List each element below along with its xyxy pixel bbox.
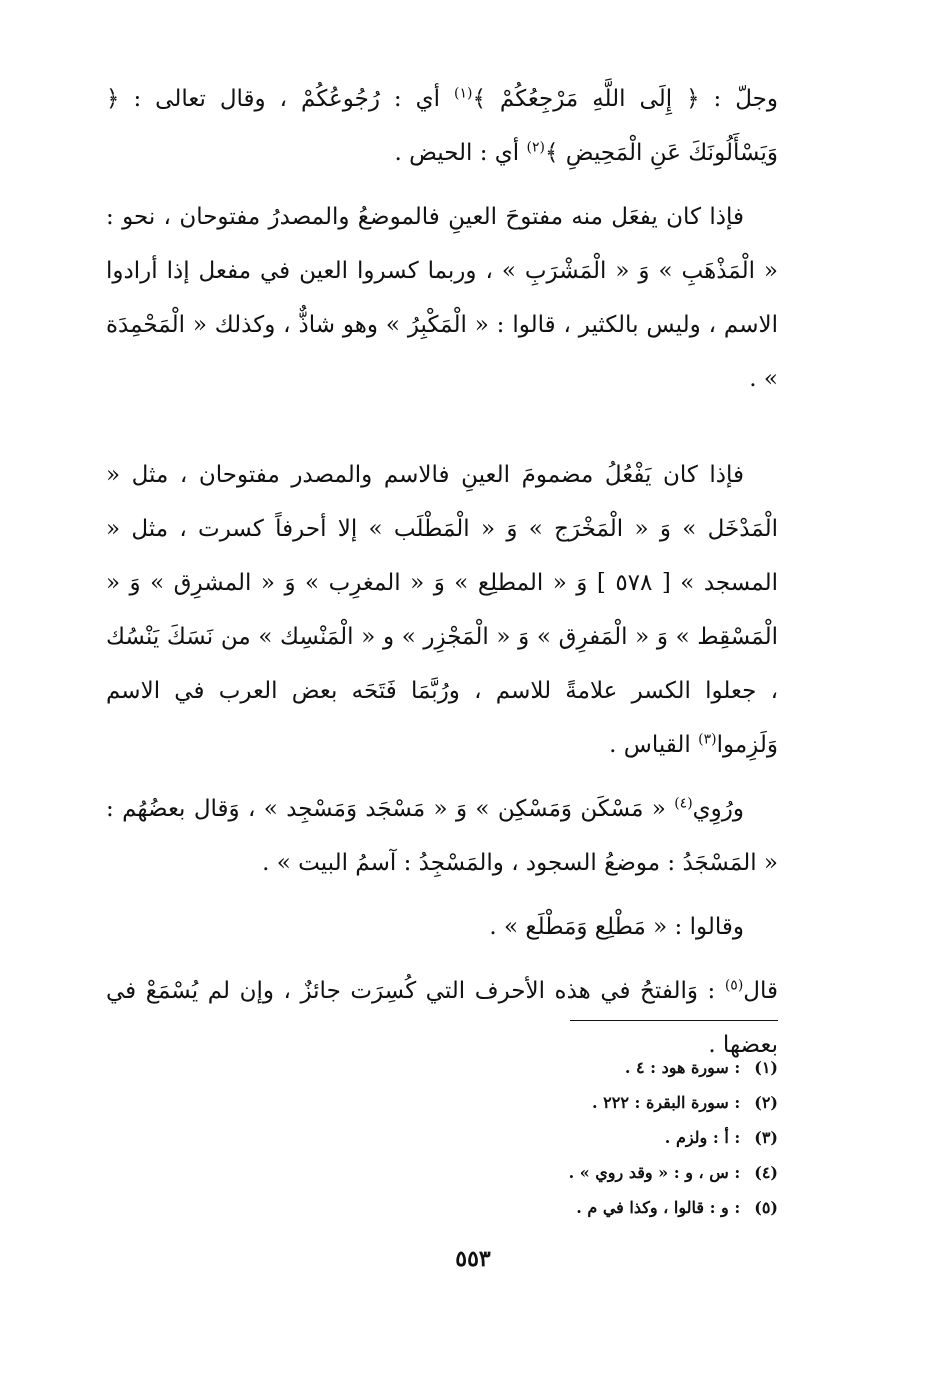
paragraph-5: وقالوا : « مَطْلِع وَمَطْلَع » . [489,914,744,940]
footnote-number: (٤) [754,1163,778,1182]
footnote-text: : سورة هود : ٤ . [624,1058,741,1077]
footnote-ref-4: (٤) [674,795,693,812]
footnotes [300,1050,778,1225]
footnote-3 [300,1120,778,1155]
footnote-text: : س ، و : « وقد روي » . [568,1163,741,1182]
p3-part-b: القياس . [609,732,699,758]
p6-part-a: قال [743,978,778,1004]
p1-part-c: أي : الحيض . [394,140,527,166]
footnote-text: : سورة البقرة : ٢٢٢ . [592,1093,741,1112]
p4-part-b: « مَسْكَن وَمَسْكِن » وَ « مَسْجَد وَمَسْجِد » ، وَقال بعضُهُم : « المَسْجَدُ : موضعُ السجود ، والمَسْجِدُ : آسمُ البيت » . [106,796,778,876]
footnote-2 [300,1085,778,1120]
footnote-4 [300,1155,778,1190]
footnote-ref-5: (٥) [724,977,744,994]
footnote-ref-2: (٢) [526,139,545,156]
paragraph-1 [106,72,778,180]
footnote-ref-3: (٣) [698,731,717,748]
p4-part-a: ورُوِي [692,796,744,822]
footnote-5 [300,1190,778,1225]
p3-part-a: فإذا كان يَفْعُلُ مضمومَ العينِ فالاسم والمصدر مفتوحان ، مثل « الْمَدْخَل » وَ « الْمَخْرَج » وَ « الْمَطْلَب » إلا أحرفاً كسرت ، مثل « المسجد » [ ٥٧٨ ] وَ « المطلِع » وَ « المغرِب » وَ « المشرِق » وَ « الْمَسْقِط » وَ « الْمَفرِق » وَ « الْمَجْزِر » و « الْمَنْسِك » من نَسَكَ يَنْسُك ، جعلوا الكسر علامةً للاسم ، ورُبَّمَا فَتَحَه بعض العرب في الاسم وَلَزِموا [106,462,778,758]
footnote-separator [570,1020,778,1021]
paragraph-2: فإذا كان يفعَل منه مفتوحَ العينِ فالموضعُ والمصدرُ مفتوحان ، نحو : « الْمَذْهَبِ » وَ « الْمَشْرَبِ » ، وربما كسروا العين في مفعل إذا أرادوا الاسم ، وليس بالكثير ، قالوا : « الْمَكْبِرُ » وهو شاذٌّ ، وكذلك « الْمَحْمِدَة » . [106,204,778,392]
footnote-number: (٥) [754,1198,778,1217]
page-number: ٥٥٣ [455,1246,491,1272]
footnote-number: (٣) [754,1128,778,1147]
footnote-text: : أ : ولزم . [664,1128,741,1147]
paragraph-3 [106,448,778,772]
footnote-ref-1: (١) [454,85,473,102]
footnote-number: (٢) [754,1093,778,1112]
p6-part-b: : وَالفتحُ في هذه الأحرف التي كُسِرَت جائزٌ ، وإن لم يُسْمَعْ في بعضها . [106,978,778,1058]
footnote-1 [300,1050,778,1085]
footnote-text: : و : قالوا ، وكذا في م . [576,1198,741,1217]
p1-part-b: أي : رُجُوعُكُمْ ، وقال تعالى : ﴿ وَيَسْأَلُونَكَ عَنِ الْمَحِيضِ ﴾ [106,86,778,166]
p1-part-a: وجلّ : ﴿ إِلَى اللَّهِ مَرْجِعُكُمْ ﴾ [472,86,778,112]
paragraph-4 [106,782,778,890]
footnote-number: (١) [754,1058,778,1077]
main-text [106,72,778,1072]
